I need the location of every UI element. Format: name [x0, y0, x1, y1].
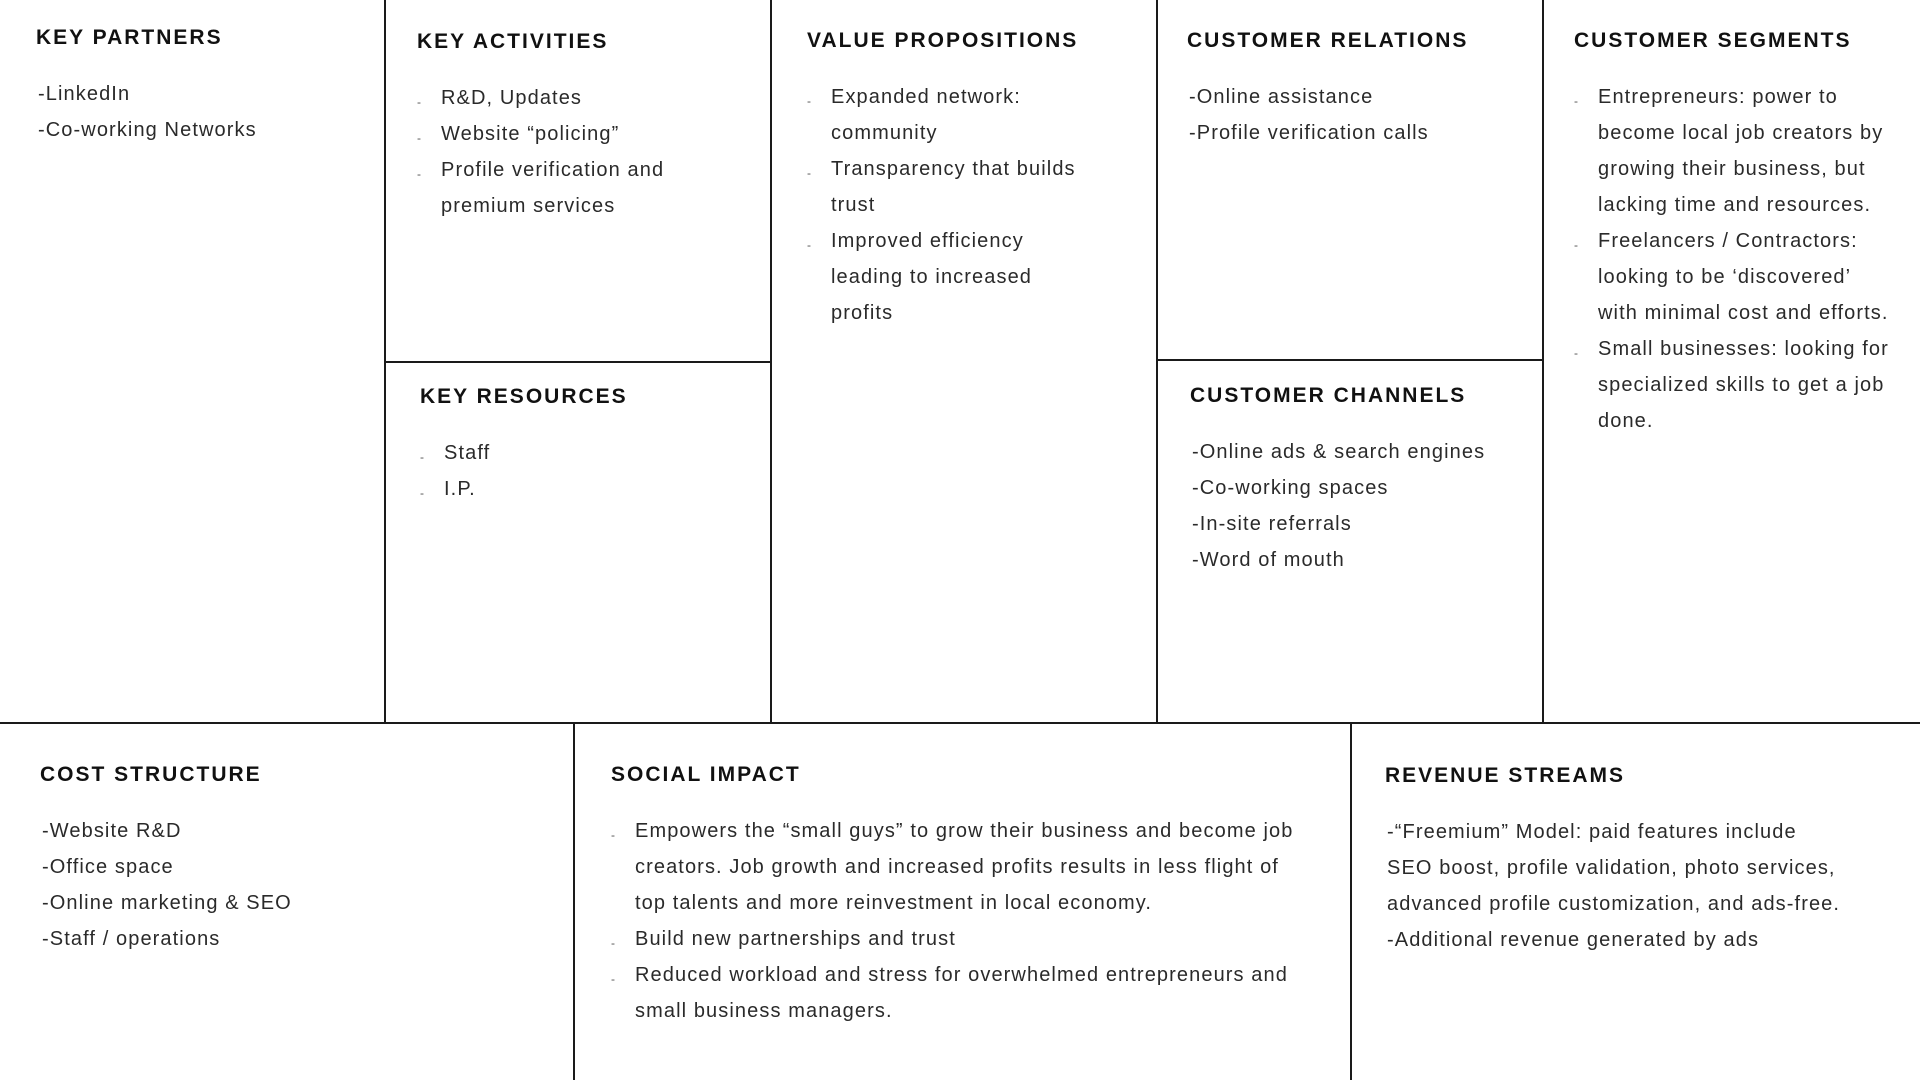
customer-channels-title: CUSTOMER CHANNELS: [1190, 384, 1467, 407]
list-item: - I.P.: [420, 471, 760, 507]
list-item: -Additional revenue generated by ads: [1387, 929, 1760, 951]
list-item: -Staff / operations: [42, 928, 221, 950]
list-item: - Website “policing”: [417, 116, 717, 152]
list-item: -Profile verification calls: [1189, 122, 1429, 144]
list-item: -LinkedIn: [38, 83, 131, 105]
revenue-streams-list: [1387, 814, 1847, 958]
list-item: - Entrepreneurs: power to become local job creators by growing their business, but lacking time and resources.: [1574, 79, 1894, 223]
divider-vertical-4: [1542, 0, 1544, 724]
customer-relations-title: CUSTOMER RELATIONS: [1187, 29, 1469, 52]
key-resources-title: KEY RESOURCES: [420, 385, 628, 408]
customer-channels-list: [1192, 434, 1535, 578]
key-resources-section: [420, 385, 760, 507]
list-item: -Online assistance: [1189, 86, 1374, 108]
list-item: -Online ads & search engines: [1192, 441, 1486, 463]
list-item: - Freelancers / Contractors: looking to be ‘discovered’ with minimal cost and efforts.: [1574, 223, 1894, 331]
social-impact-list: [611, 813, 1311, 1029]
list-item: -Co-working spaces: [1192, 477, 1389, 499]
revenue-streams-section: [1385, 764, 1885, 958]
cost-structure-list: [42, 813, 540, 957]
divider-vertical-bottom-2: [1350, 722, 1352, 1080]
key-activities-list: [417, 80, 717, 224]
list-item: -Online marketing & SEO: [42, 892, 292, 914]
list-item: - R&D, Updates: [417, 80, 717, 116]
list-item: -Website R&D: [42, 820, 182, 842]
key-partners-title: KEY PARTNERS: [36, 26, 223, 49]
customer-relations-section: [1187, 29, 1532, 151]
social-impact-section: [611, 763, 1321, 1029]
list-item: - Transparency that builds trust: [807, 151, 1097, 223]
cost-structure-section: [40, 763, 540, 957]
divider-relations-channels: [1156, 359, 1544, 361]
revenue-streams-title: REVENUE STREAMS: [1385, 764, 1626, 787]
customer-channels-section: [1190, 384, 1535, 578]
list-item: -Word of mouth: [1192, 549, 1345, 571]
divider-vertical-bottom-1: [573, 722, 575, 1080]
list-item: - Reduced workload and stress for overwhelmed entrepreneurs and small business managers.: [611, 957, 1311, 1029]
list-item: -“Freemium” Model: paid features include SEO boost, profile validation, photo services, advanced profile customization, and ads-free.: [1387, 821, 1841, 915]
list-item: -Co-working Networks: [38, 119, 257, 141]
list-item: - Improved efficiency leading to increased profits: [807, 223, 1097, 331]
value-propositions-section: [807, 29, 1147, 331]
social-impact-title: SOCIAL IMPACT: [611, 763, 801, 786]
cost-structure-title: COST STRUCTURE: [40, 763, 262, 786]
customer-segments-title: CUSTOMER SEGMENTS: [1574, 29, 1852, 52]
value-propositions-title: VALUE PROPOSITIONS: [807, 29, 1079, 52]
list-item: - Small businesses: looking for specialized skills to get a job done.: [1574, 331, 1894, 439]
divider-vertical-3: [1156, 0, 1158, 724]
key-resources-list: [420, 435, 760, 507]
list-item: -In-site referrals: [1192, 513, 1352, 535]
value-propositions-list: [807, 79, 1097, 331]
key-partners-list: [38, 76, 366, 148]
key-activities-section: [417, 30, 757, 224]
key-activities-title: KEY ACTIVITIES: [417, 30, 609, 53]
list-item: -Office space: [42, 856, 174, 878]
customer-segments-list: [1574, 79, 1894, 439]
divider-horizontal-main: [0, 722, 1920, 724]
list-item: - Profile verification and premium services: [417, 152, 717, 224]
list-item: - Staff: [420, 435, 760, 471]
customer-relations-list: [1189, 79, 1532, 151]
customer-segments-section: [1574, 29, 1914, 439]
list-item: - Build new partnerships and trust: [611, 921, 1311, 957]
key-partners-section: [36, 26, 366, 148]
list-item: - Empowers the “small guys” to grow their business and become job creators. Job growth and increased profits results in less flight of top talents and more reinvestment in local economy.: [611, 813, 1311, 921]
divider-activities-resources: [384, 361, 772, 363]
list-item: - Expanded network: community: [807, 79, 1097, 151]
